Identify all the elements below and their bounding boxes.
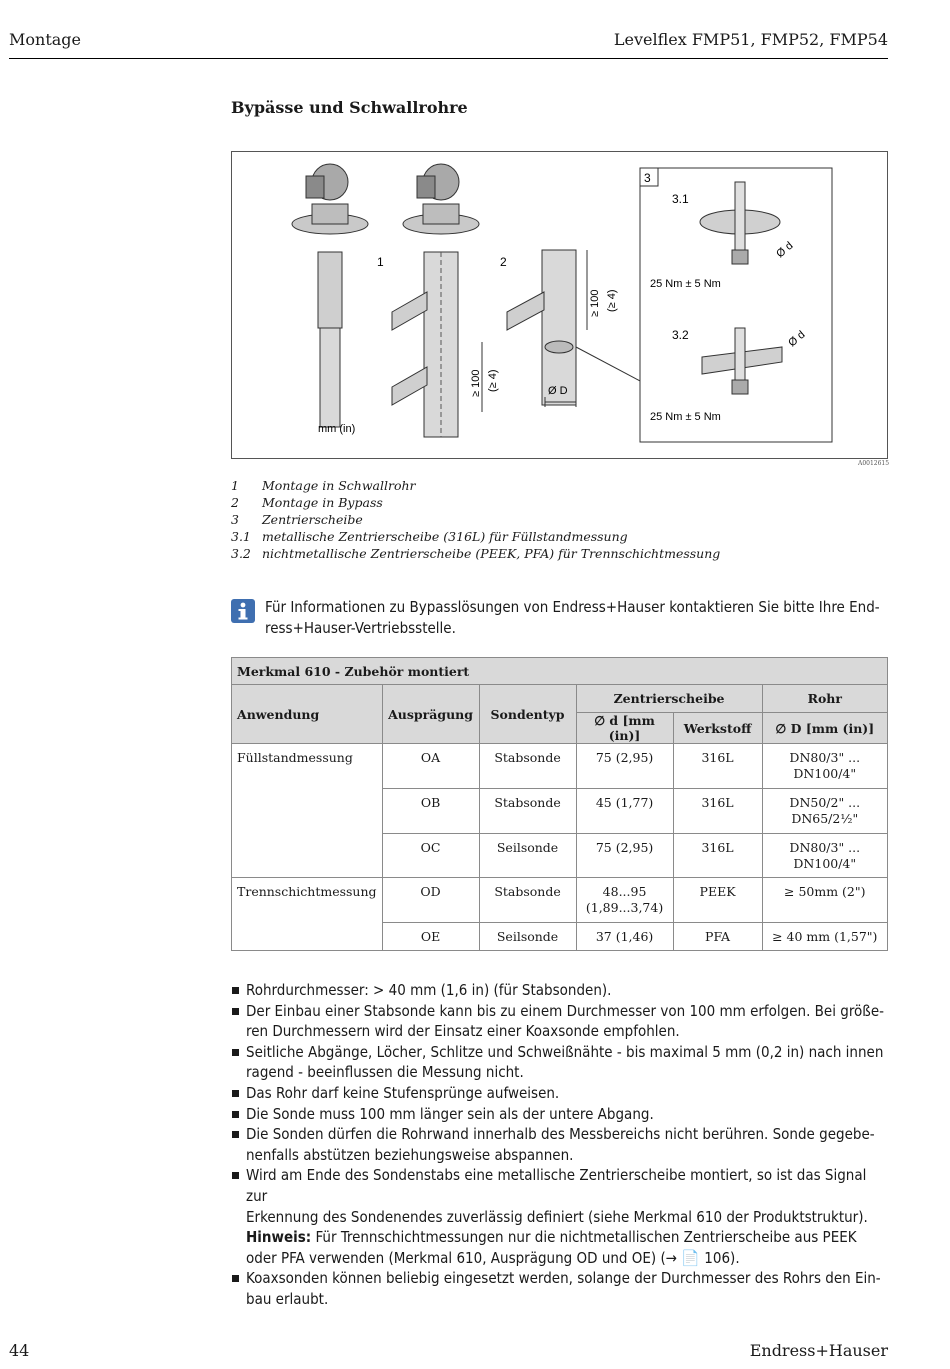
cell-mat: PFA xyxy=(673,923,762,951)
cell-D: ≥ 40 mm (1,57") xyxy=(762,923,887,951)
list-item xyxy=(231,1165,891,1268)
label-3: 3 xyxy=(644,171,651,185)
cell-mat: 316L xyxy=(673,834,762,878)
list-item-text: Koaxsonden können beliebig eingesetzt werden, solange der Durchmesser des Rohrs den Ein- xyxy=(246,1269,881,1288)
header-right: Levelflex FMP51, FMP52, FMP54 xyxy=(613,30,888,49)
legend-num: 3.2 xyxy=(231,546,251,561)
legend-num: 3.1 xyxy=(231,529,251,544)
header-left: Montage xyxy=(9,30,81,49)
list-item-text: Das Rohr darf keine Stufensprünge aufweisen. xyxy=(246,1083,560,1102)
cell-probe: Stabsonde xyxy=(479,878,576,923)
page-number: 44 xyxy=(9,1341,30,1360)
diameter-label-small-2: Ø d xyxy=(786,328,808,350)
legend-num: 3 xyxy=(231,512,239,527)
cell-d: 45 (1,77) xyxy=(576,789,673,834)
list-item xyxy=(231,1104,891,1125)
legend-text: Montage in Bypass xyxy=(262,495,383,510)
list-item-text: Der Einbau einer Stabsonde kann bis zu einem Durchmesser von 100 mm erfolgen. Bei größe- xyxy=(246,1001,884,1020)
list-item xyxy=(231,1001,891,1042)
figure-code: A0012615 xyxy=(858,460,890,467)
legend-item xyxy=(231,511,720,528)
dim-label-1a: ≥ 100 xyxy=(589,289,601,317)
hint xyxy=(246,1227,891,1248)
table-row xyxy=(232,878,888,923)
table-row xyxy=(232,744,888,789)
hint-text: Für Trennschichtmessungen nur die nichtmetallischen Zentrierscheibe aus PEEK xyxy=(311,1228,857,1247)
cell-probe: Stabsonde xyxy=(479,789,576,834)
cell-D-line: DN80/3" ... xyxy=(789,840,861,855)
cell-d: 75 (2,95) xyxy=(576,834,673,878)
hint-text: oder PFA verwenden (Merkmal 610, Ausprägung OD und OE) (→ 📄 106). xyxy=(246,1248,740,1267)
probe-1-drawing xyxy=(292,164,368,427)
legend-item xyxy=(231,477,720,494)
diameter-label-small-1: Ø d xyxy=(774,239,796,261)
header-zentrierscheibe: Zentrierscheibe xyxy=(576,685,762,713)
cell-probe: Seilsonde xyxy=(479,834,576,878)
list-item-text: Seitliche Abgänge, Löcher, Schlitze und Schweißnähte - bis maximal 5 mm (0,2 in) nach innen xyxy=(246,1042,884,1061)
legend-item xyxy=(231,494,720,511)
dim-label-2a: ≥ 100 xyxy=(470,369,482,397)
torque-label-2: 25 Nm ± 5 Nm xyxy=(650,411,721,423)
legend-item xyxy=(231,528,720,545)
dim-label-2b: (≥ 4) xyxy=(487,369,499,392)
header-rohr: Rohr xyxy=(762,685,887,713)
info-icon xyxy=(231,599,255,623)
cell-d xyxy=(576,878,673,923)
label-2: 2 xyxy=(500,255,507,269)
list-item xyxy=(231,980,891,1001)
legend-text: Zentrierscheibe xyxy=(262,512,363,527)
label-3-2: 3.2 xyxy=(672,328,689,342)
unit-label: mm (in) xyxy=(318,423,356,435)
info-line: ress+Hauser-Vertriebsstelle. xyxy=(265,619,456,637)
cell-D-line: DN50/2" ... xyxy=(789,795,861,810)
torque-label-1: 25 Nm ± 5 Nm xyxy=(650,278,721,290)
cell-code: OE xyxy=(382,923,479,951)
header-D: ∅ D [mm (in)] xyxy=(762,713,887,744)
header-sondentyp: Sondentyp xyxy=(479,685,576,744)
info-text xyxy=(265,597,885,639)
cell-mat: 316L xyxy=(673,789,762,834)
cell-d: 75 (2,95) xyxy=(576,744,673,789)
legend-text: metallische Zentrierscheibe (316L) für Füllstandmessung xyxy=(262,529,628,544)
list-item xyxy=(231,1083,891,1104)
hint-label: Hinweis: xyxy=(246,1228,312,1247)
cell-d-line: 48...95 xyxy=(602,884,647,899)
legend-item xyxy=(231,545,720,562)
cell-mat: PEEK xyxy=(673,878,762,923)
cell-D-line: DN80/3" ... xyxy=(789,750,861,765)
list-item-text: ren Durchmessern wird der Einsatz einer Koaxsonde empfohlen. xyxy=(246,1022,680,1041)
cell-code: OD xyxy=(382,878,479,923)
label-1: 1 xyxy=(377,255,384,269)
cell-d: 37 (1,46) xyxy=(576,923,673,951)
list-item-text: ragend - beeinflussen die Messung nicht. xyxy=(246,1063,524,1082)
legend-num: 2 xyxy=(231,495,239,510)
label-3-1: 3.1 xyxy=(672,192,689,206)
cell-code: OB xyxy=(382,789,479,834)
cell-D: ≥ 50mm (2") xyxy=(762,878,887,923)
installation-figure xyxy=(231,151,888,459)
info-line: Für Informationen zu Bypasslösungen von Endress+Hauser kontaktieren Sie bitte Ihre End- xyxy=(265,598,880,616)
header-werkstoff: Werkstoff xyxy=(673,713,762,744)
detail-box-3 xyxy=(640,168,832,442)
cell-d-line: (1,89...3,74) xyxy=(585,900,664,915)
list-item xyxy=(231,1042,891,1083)
cell-probe: Seilsonde xyxy=(479,923,576,951)
diameter-label-big: Ø D xyxy=(548,385,568,397)
cell-D xyxy=(762,744,887,789)
list-item-text: bau erlaubt. xyxy=(246,1289,329,1308)
list-item xyxy=(231,1268,891,1309)
header-auspraegung: Ausprägung xyxy=(382,685,479,744)
cell-app: Füllstandmessung xyxy=(232,744,383,878)
header-d: ∅ d [mm (in)] xyxy=(576,713,673,744)
list-item-text: Wird am Ende des Sondenstabs eine metallische Zentrierscheibe montiert, so ist das Signal zur xyxy=(246,1166,867,1205)
header-anwendung: Anwendung xyxy=(232,685,383,744)
cell-code: OA xyxy=(382,744,479,789)
table-title: Merkmal 610 - Zubehör montiert xyxy=(232,658,888,685)
cell-D-line: DN100/4" xyxy=(793,856,857,871)
list-item-text: Die Sonden dürfen die Rohrwand innerhalb des Messbereichs nicht berühren. Sonde gegebe- xyxy=(246,1125,875,1144)
legend-text: nichtmetallische Zentrierscheibe (PEEK, PFA) für Trennschichtmessung xyxy=(262,546,721,561)
accessory-table xyxy=(231,657,888,951)
figure-legend xyxy=(231,477,720,562)
cell-D-line: DN100/4" xyxy=(793,766,857,781)
section-title: Bypässe und Schwallrohre xyxy=(231,98,468,117)
cell-code: OC xyxy=(382,834,479,878)
requirements-list xyxy=(231,980,891,1310)
cell-D xyxy=(762,834,887,878)
figure-drawing xyxy=(232,152,889,460)
list-item-text: Die Sonde muss 100 mm länger sein als der untere Abgang. xyxy=(246,1104,654,1123)
list-item-text: Rohrdurchmesser: > 40 mm (1,6 in) (für Stabsonden). xyxy=(246,981,612,999)
probe-2-drawing xyxy=(392,164,479,437)
dim-label-1b: (≥ 4) xyxy=(606,289,618,312)
cell-D-line: DN65/2½" xyxy=(791,811,859,826)
cell-mat: 316L xyxy=(673,744,762,789)
cell-D xyxy=(762,789,887,834)
cell-app: Trennschichtmessung xyxy=(232,878,383,951)
footer-brand: Endress+Hauser xyxy=(749,1341,888,1360)
legend-text: Montage in Schwallrohr xyxy=(262,478,416,493)
legend-num: 1 xyxy=(231,478,239,493)
cell-probe: Stabsonde xyxy=(479,744,576,789)
list-item xyxy=(231,1124,891,1165)
header-rule xyxy=(9,58,888,59)
list-item-text: Erkennung des Sondenendes zuverlässig definiert (siehe Merkmal 610 der Produktstruktur). xyxy=(246,1207,868,1226)
list-item-text: nenfalls abstützen beziehungsweise abspannen. xyxy=(246,1145,574,1164)
